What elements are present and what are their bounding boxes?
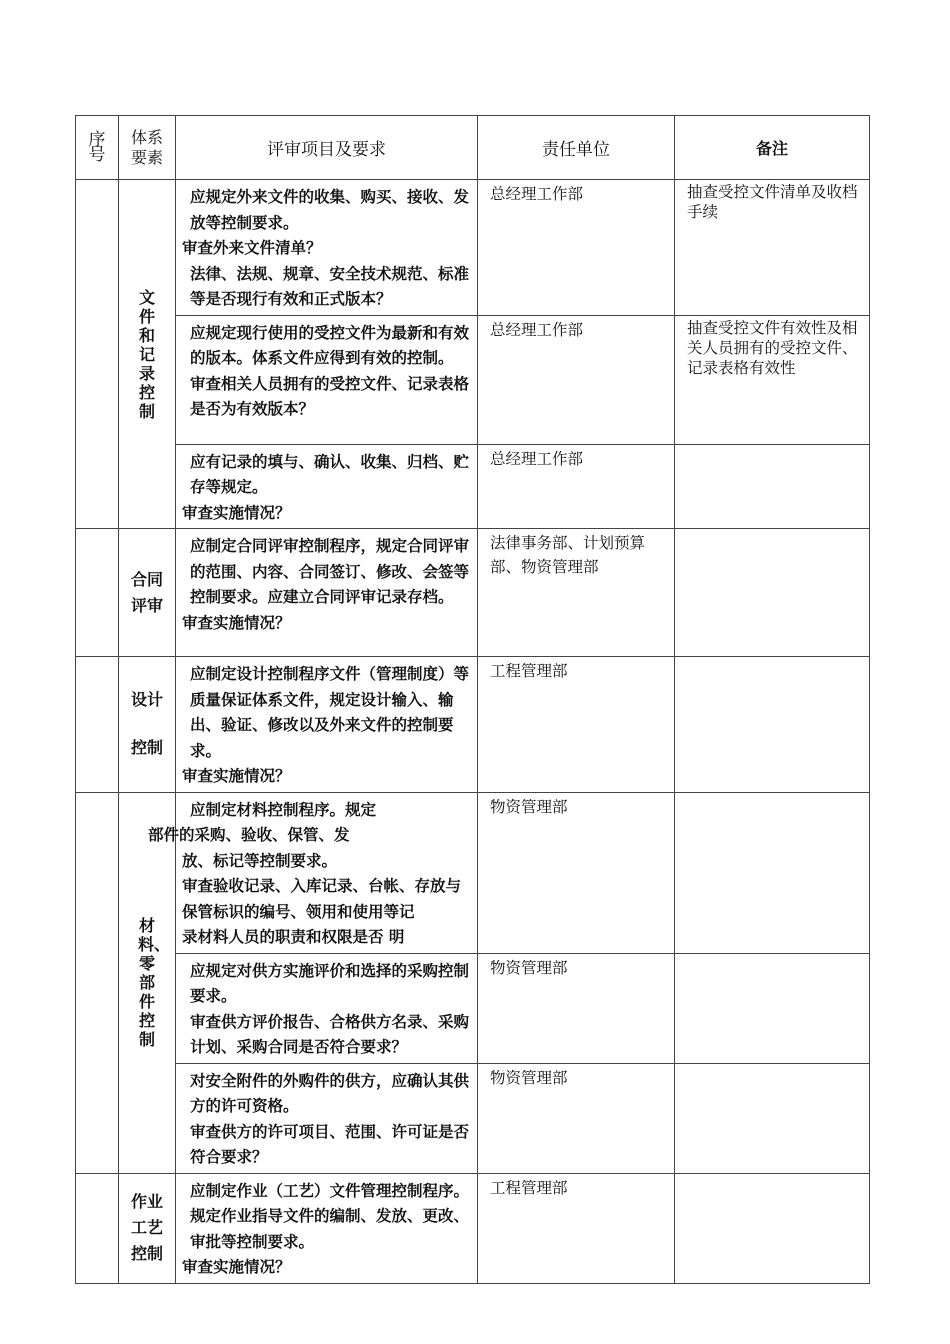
item-cell: 应有记录的填与、确认、收集、归档、贮存等规定。 审查实施情况？ [176, 444, 478, 529]
note-cell [675, 529, 870, 657]
review-table [75, 115, 870, 1284]
seq-cell [76, 792, 119, 1173]
note-cell [675, 953, 870, 1063]
table-row [76, 180, 870, 316]
header-item: 评审项目及要求 [176, 116, 478, 180]
element-cell: 合同评审 [119, 529, 176, 657]
element-cell: 文件和记录控制 [119, 180, 176, 529]
item-cell: 应制定作业（工艺）文件管理控制程序。规定作业指导文件的编制、发放、更改、审批等控制要求。 审查实施情况？ [176, 1173, 478, 1283]
table-row [76, 1063, 870, 1173]
seq-cell [76, 529, 119, 657]
seq-cell [76, 1173, 119, 1283]
note-cell: 抽查受控文件清单及收档手续 [675, 180, 870, 316]
header-note: 备注 [675, 116, 870, 180]
header-responsible: 责任单位 [478, 116, 675, 180]
item-cell: 应规定对供方实施评价和选择的采购控制要求。 审查供方评价报告、合格供方名录、采购计划、采购合同是否符合要求？ [176, 953, 478, 1063]
table-row [76, 657, 870, 793]
responsible-cell: 法律事务部、计划预算部、物资管理部 [478, 529, 675, 657]
responsible-cell: 工程管理部 [478, 657, 675, 793]
item-cell: 应制定设计控制程序文件（管理制度）等质量保证体系文件，规定设计输入、输出、验证、修改以及外来文件的控制要求。 审查实施情况？ [176, 657, 478, 793]
seq-cell [76, 180, 119, 529]
element-cell: 设计控制 [119, 657, 176, 793]
table-row [76, 953, 870, 1063]
responsible-cell: 总经理工作部 [478, 444, 675, 529]
note-cell: 抽查受控文件有效性及相关人员拥有的受控文件、记录表格有效性 [675, 315, 870, 444]
responsible-cell: 物资管理部 [478, 953, 675, 1063]
item-cell: 应制定材料控制程序。规定 部件的采购、验收、保管、发 放、标记等控制要求。 审查验收记录、入库记录、台帐、存放与保管标识的编号、领用和使用等记 录材料人员的职责和权限是否 明 [176, 792, 478, 953]
note-cell [675, 1063, 870, 1173]
note-cell [675, 444, 870, 529]
element-cell: 材料、零部件控制 [119, 792, 176, 1173]
note-cell [675, 657, 870, 793]
responsible-cell: 物资管理部 [478, 792, 675, 953]
table-row [76, 315, 870, 444]
note-cell [675, 1173, 870, 1283]
item-cell: 应规定外来文件的收集、购买、接收、发放等控制要求。 审查外来文件清单？ 法律、法规、规章、安全技术规范、标准等是否现行有效和正式版本？ [176, 180, 478, 316]
table-row [76, 792, 870, 953]
header-element: 体系要素 [119, 116, 176, 180]
responsible-cell: 工程管理部 [478, 1173, 675, 1283]
item-cell: 应制定合同评审控制程序，规定合同评审的范围、内容、合同签订、修改、会签等控制要求。应建立合同评审记录存档。 审查实施情况？ [176, 529, 478, 657]
item-cell: 对安全附件的外购件的供方，应确认其供方的许可资格。 审查供方的许可项目、范围、许可证是否符合要求？ [176, 1063, 478, 1173]
element-cell: 作业工艺控制 [119, 1173, 176, 1283]
responsible-cell: 物资管理部 [478, 1063, 675, 1173]
responsible-cell: 总经理工作部 [478, 315, 675, 444]
header-row [76, 116, 870, 180]
table-row [76, 444, 870, 529]
responsible-cell: 总经理工作部 [478, 180, 675, 316]
table-row [76, 529, 870, 657]
note-cell [675, 792, 870, 953]
header-seq: 序号 [76, 116, 119, 180]
seq-cell [76, 657, 119, 793]
item-cell: 应规定现行使用的受控文件为最新和有效的版本。体系文件应得到有效的控制。 审查相关人员拥有的受控文件、记录表格是否为有效版本？ [176, 315, 478, 444]
table-row [76, 1173, 870, 1283]
